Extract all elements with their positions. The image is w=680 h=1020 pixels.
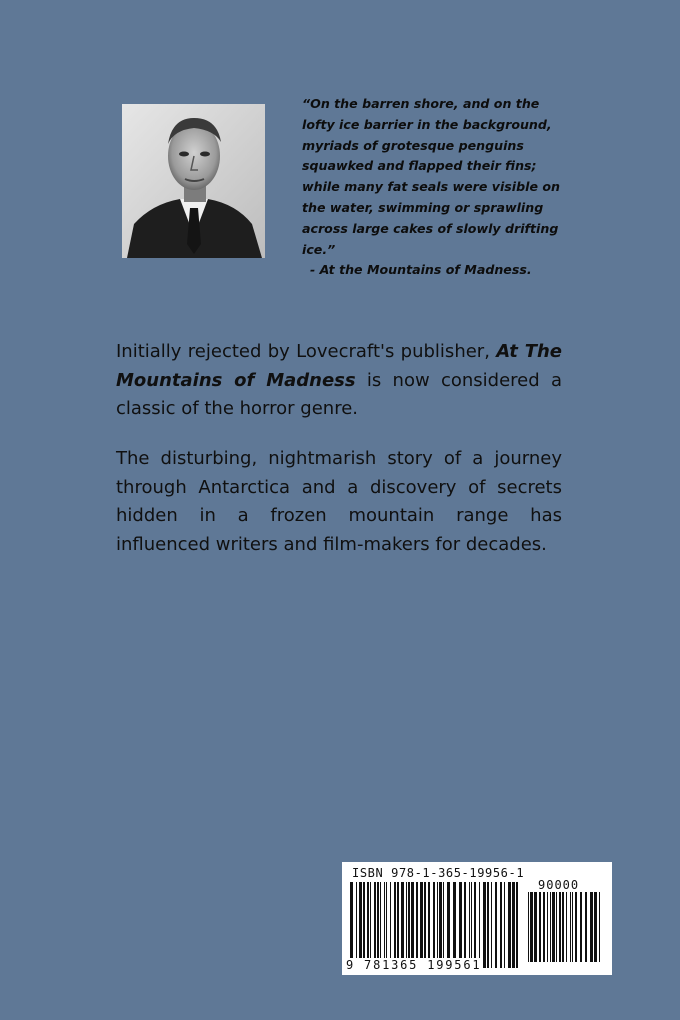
barcode-bar bbox=[508, 882, 511, 968]
barcode-bar bbox=[390, 882, 391, 968]
barcode-bar bbox=[408, 882, 410, 968]
barcode-bar bbox=[374, 882, 376, 968]
quote-line: across large cakes of slowly drifting bbox=[302, 220, 559, 236]
author-portrait bbox=[122, 104, 265, 258]
barcode-bar bbox=[590, 892, 593, 962]
barcode-bar bbox=[534, 892, 537, 962]
barcode-bar bbox=[543, 892, 545, 962]
quote-line: squawked and flapped their fins; bbox=[302, 158, 537, 174]
barcode-bar bbox=[428, 882, 430, 968]
barcode-bar bbox=[500, 882, 502, 968]
quote-line: “On the barren shore, and on the bbox=[302, 96, 540, 111]
ean-digits: 9 781365 199561 bbox=[346, 958, 482, 972]
barcode-bar bbox=[483, 882, 486, 968]
barcode-bar bbox=[406, 882, 407, 968]
barcode-bar bbox=[530, 892, 533, 962]
barcode-bar bbox=[562, 892, 564, 962]
barcode-bar bbox=[491, 882, 492, 968]
barcode-bar bbox=[559, 892, 561, 962]
barcode-bar bbox=[411, 882, 414, 968]
barcode-bar bbox=[471, 882, 472, 968]
barcode-bar bbox=[386, 882, 387, 968]
barcode-bar bbox=[594, 892, 597, 962]
barcode-bar bbox=[363, 882, 365, 968]
barcode-bar bbox=[439, 882, 442, 968]
barcode-bar bbox=[459, 882, 462, 968]
barcode-bar bbox=[416, 882, 418, 968]
barcode-bar bbox=[552, 892, 555, 962]
blurb-text: is now considered a classic of the horror genre. bbox=[116, 369, 562, 419]
isbn-barcode bbox=[342, 862, 612, 975]
barcode-bar bbox=[424, 882, 426, 968]
barcode-bar bbox=[384, 882, 385, 968]
barcode-bar bbox=[447, 882, 450, 968]
barcode-bar bbox=[359, 882, 362, 968]
barcode-bar bbox=[550, 892, 551, 962]
quote-line: ice.” bbox=[302, 241, 336, 257]
barcode-bar bbox=[504, 882, 505, 968]
barcode-bar bbox=[512, 882, 515, 968]
barcode-bar bbox=[433, 882, 435, 968]
barcode-bar bbox=[469, 882, 470, 968]
barcode-bar bbox=[453, 882, 456, 968]
barcode-bar bbox=[420, 882, 423, 968]
barcode-bar bbox=[539, 892, 541, 962]
barcode-bar bbox=[566, 892, 567, 962]
barcode-bar bbox=[350, 882, 353, 968]
barcode-bar bbox=[443, 882, 444, 968]
barcode-bar bbox=[599, 892, 600, 962]
barcode-bar bbox=[380, 882, 381, 968]
barcode-bar bbox=[572, 892, 573, 962]
isbn-label: ISBN 978-1-365-19956-1 bbox=[352, 866, 525, 880]
price-code: 90000 bbox=[538, 878, 580, 892]
blurb-text: Initially rejected by Lovecraft's publisher, bbox=[116, 341, 497, 362]
quote-line: myriads of grotesque penguins bbox=[302, 137, 524, 153]
quote-attribution: - At the Mountains of Madness. bbox=[310, 262, 532, 278]
barcode-bar bbox=[585, 892, 587, 962]
barcode-bar bbox=[367, 882, 369, 968]
quote-line: lofty ice barrier in the background, bbox=[302, 116, 552, 132]
barcode-bar bbox=[556, 892, 557, 962]
epigraph-quote bbox=[302, 94, 564, 281]
book-title: At The Mountains of Madness bbox=[116, 341, 562, 391]
barcode-bar bbox=[479, 882, 480, 968]
blurb-paragraph-1 bbox=[116, 338, 562, 424]
barcode-bar bbox=[437, 882, 438, 968]
portrait-image bbox=[122, 104, 265, 258]
quote-line: the water, swimming or sprawling bbox=[302, 199, 544, 215]
quote-line: while many fat seals were visible on bbox=[302, 179, 560, 195]
barcode-bar bbox=[580, 892, 582, 962]
barcode-bar bbox=[474, 882, 476, 968]
barcode-bar bbox=[528, 892, 529, 962]
barcode-bar bbox=[394, 882, 396, 968]
barcode-bar bbox=[397, 882, 399, 968]
blurb-paragraph-2: The disturbing, nightmarish story of a journey through Antarctica and a discovery of secrets hidden in a frozen mountain range has influenced writers and film-makers for decades. bbox=[116, 448, 562, 555]
barcode-bar bbox=[464, 882, 466, 968]
barcode-bar bbox=[575, 892, 577, 962]
barcode-bar bbox=[487, 882, 489, 968]
barcode-bar bbox=[570, 892, 571, 962]
barcode-bar bbox=[401, 882, 404, 968]
barcode-bar bbox=[516, 882, 518, 968]
barcode-bar bbox=[495, 882, 497, 968]
barcode-bar bbox=[377, 882, 379, 968]
barcode-bar bbox=[370, 882, 371, 968]
barcode-bar bbox=[356, 882, 357, 968]
barcode-bar bbox=[547, 892, 548, 962]
